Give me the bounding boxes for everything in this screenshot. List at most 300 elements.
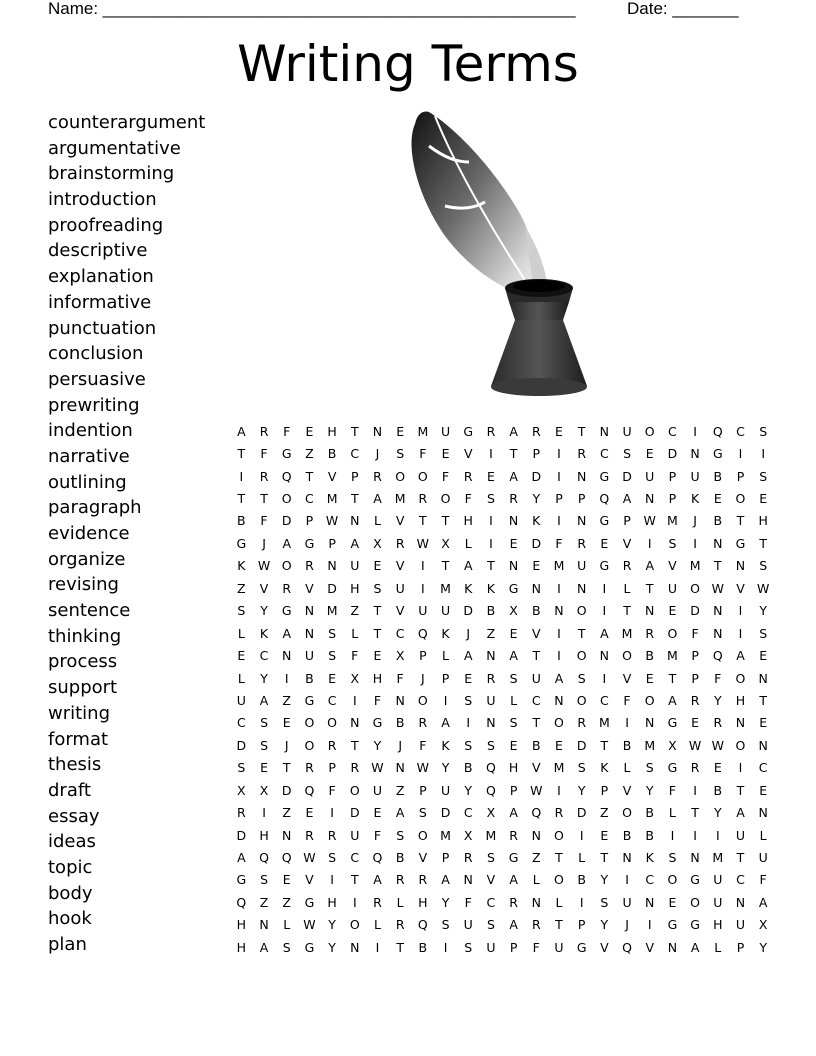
grid-letter: Z (237, 580, 246, 596)
grid-letter: O (554, 827, 564, 843)
grid-letter: M (326, 603, 338, 619)
grid-letter: V (600, 939, 609, 955)
grid-row (230, 824, 775, 846)
grid-letter: B (327, 446, 337, 462)
grid-letter: I (352, 894, 357, 910)
grid-letter: T (600, 737, 609, 753)
grid-letter: H (259, 827, 269, 843)
grid-letter: Q (531, 805, 542, 821)
grid-letter: A (509, 468, 518, 484)
grid-letter: R (282, 580, 292, 596)
grid-letter: O (622, 805, 632, 821)
grid-letter: K (441, 737, 450, 753)
grid-letter: N (758, 670, 768, 686)
grid-letter: A (622, 491, 632, 507)
grid-letter: Y (577, 782, 586, 798)
grid-row (230, 555, 775, 577)
grid-letter: Q (485, 782, 496, 798)
grid-letter: H (508, 760, 519, 776)
grid-letter: Y (759, 939, 767, 955)
grid-letter: K (259, 625, 269, 641)
grid-letter: R (577, 446, 586, 462)
grid-row (230, 667, 775, 689)
grid-letter: O (576, 603, 587, 619)
grid-letter: K (645, 850, 654, 866)
grid-letter: U (735, 827, 746, 843)
grid-letter: I (489, 513, 493, 529)
grid-letter: Z (282, 894, 291, 910)
grid-letter: S (282, 939, 291, 955)
grid-letter: V (532, 760, 541, 776)
grid-letter: E (282, 715, 291, 731)
grid-letter: F (419, 737, 427, 753)
grid-letter: K (237, 558, 246, 574)
grid-letter: E (509, 737, 518, 753)
grid-letter: F (532, 939, 540, 955)
grid-letter: D (236, 827, 247, 843)
grid-letter: R (259, 468, 269, 484)
grid-letter: B (713, 782, 723, 798)
grid-letter: P (419, 648, 427, 664)
grid-letter: R (237, 805, 246, 821)
grid-letter: S (577, 760, 586, 776)
grid-letter: B (645, 648, 654, 664)
grid-letter: E (486, 468, 495, 484)
grid-letter: Z (395, 782, 405, 798)
grid-letter: T (577, 625, 586, 641)
grid-letter: I (239, 468, 244, 484)
grid-letter: R (690, 760, 700, 776)
grid-letter: B (713, 468, 723, 484)
grid-letter: M (667, 513, 678, 529)
grid-letter: T (373, 603, 382, 619)
word-list-item: body (48, 882, 93, 904)
grid-letter: X (441, 535, 450, 551)
grid-letter: D (531, 535, 542, 551)
grid-letter: D (576, 805, 587, 821)
grid-letter: S (509, 715, 518, 731)
grid-letter: G (690, 917, 700, 933)
word-list (48, 110, 205, 958)
grid-letter: I (557, 468, 561, 484)
grid-letter: A (554, 670, 564, 686)
grid-letter: E (373, 648, 382, 664)
grid-letter: Q (236, 894, 247, 910)
grid-letter: L (759, 827, 767, 843)
grid-letter: K (486, 580, 495, 596)
grid-letter: W (371, 760, 384, 776)
word-list-item: conclusion (48, 343, 144, 365)
grid-letter: N (576, 580, 587, 596)
grid-letter: C (668, 423, 677, 439)
grid-letter: C (395, 625, 405, 641)
grid-letter: L (351, 625, 359, 641)
grid-letter: H (713, 917, 723, 933)
grid-letter: V (327, 468, 337, 484)
grid-letter: K (532, 513, 541, 529)
grid-letter: E (509, 535, 518, 551)
grid-letter: R (486, 423, 496, 439)
grid-letter: S (464, 737, 473, 753)
grid-letter: N (554, 692, 564, 708)
grid-letter: I (693, 535, 697, 551)
word-list-item: support (48, 677, 118, 699)
grid-letter: T (350, 491, 359, 507)
grid-letter: E (373, 558, 382, 574)
grid-letter: H (418, 894, 428, 910)
grid-letter: O (417, 827, 428, 843)
word-list-item: topic (48, 856, 93, 878)
grid-letter: E (759, 648, 768, 664)
grid-letter: E (555, 423, 563, 439)
grid-letter: O (304, 737, 315, 753)
grid-letter: P (736, 939, 745, 955)
grid-letter: G (281, 446, 292, 462)
grid-letter: F (373, 692, 382, 708)
grid-letter: O (304, 715, 315, 731)
grid-letter: T (305, 468, 314, 484)
grid-letter: W (303, 850, 316, 866)
grid-letter: B (395, 715, 405, 731)
word-list-item: brainstorming (48, 163, 175, 185)
grid-letter: X (237, 782, 246, 798)
grid-letter: I (647, 535, 652, 551)
grid-letter: U (690, 468, 700, 484)
grid-letter: U (554, 939, 564, 955)
grid-letter: O (735, 737, 746, 753)
grid-letter: S (373, 580, 382, 596)
grid-letter: P (441, 850, 450, 866)
grid-letter: N (599, 423, 610, 439)
grid-letter: M (485, 827, 497, 843)
grid-letter: E (713, 491, 722, 507)
grid-letter: R (463, 850, 473, 866)
grid-letter: R (327, 737, 337, 753)
grid-letter: N (304, 603, 315, 619)
grid-letter: K (600, 760, 609, 776)
grid-letter: G (304, 692, 315, 708)
grid-letter: A (282, 625, 291, 641)
grid-letter: T (532, 715, 541, 731)
grid-letter: A (509, 648, 518, 664)
grid-letter: M (553, 558, 565, 574)
grid-row (230, 846, 775, 868)
grid-letter: T (237, 446, 246, 462)
grid-letter: I (421, 580, 425, 596)
grid-letter: R (418, 491, 428, 507)
grid-letter: Y (441, 760, 450, 776)
grid-letter: S (486, 737, 495, 753)
grid-letter: N (531, 894, 541, 910)
grid-letter: J (693, 513, 697, 529)
grid-letter: E (668, 894, 677, 910)
grid-row (230, 891, 775, 913)
grid-letter: B (486, 603, 496, 619)
grid-letter: I (557, 513, 561, 529)
grid-letter: Y (713, 692, 722, 708)
grid-letter: T (713, 558, 722, 574)
grid-letter: I (352, 692, 357, 708)
grid-letter: I (284, 670, 289, 686)
grid-letter: R (622, 558, 632, 574)
grid-letter: N (599, 648, 610, 664)
grid-letter: B (622, 737, 632, 753)
grid-letter: V (395, 513, 405, 529)
grid-letter: R (509, 894, 518, 910)
grid-letter: R (463, 468, 473, 484)
grid-row (230, 577, 775, 599)
grid-letter: V (668, 558, 677, 574)
grid-letter: F (759, 872, 767, 888)
grid-letter: N (282, 648, 292, 664)
grid-letter: P (419, 782, 427, 798)
grid-letter: N (350, 513, 360, 529)
grid-letter: D (576, 737, 587, 753)
grid-letter: G (599, 468, 610, 484)
grid-letter: W (711, 737, 724, 753)
grid-letter: V (418, 850, 428, 866)
grid-letter: S (328, 648, 337, 664)
grid-letter: N (486, 648, 496, 664)
grid-letter: Q (599, 491, 610, 507)
grid-letter: F (441, 468, 450, 484)
grid-letter: V (395, 603, 405, 619)
grid-letter: Z (350, 603, 360, 619)
grid-letter: A (736, 648, 745, 664)
grid-letter: A (441, 715, 450, 731)
word-list-item: introduction (48, 189, 157, 211)
grid-letter: R (305, 827, 314, 843)
grid-row (230, 465, 775, 487)
grid-letter: E (282, 872, 291, 888)
grid-letter: I (579, 894, 584, 910)
grid-letter: U (372, 782, 383, 798)
grid-letter: O (644, 423, 655, 439)
grid-letter: Y (759, 603, 767, 619)
grid-letter: O (349, 917, 360, 933)
word-list-item: evidence (48, 523, 130, 544)
grid-letter: F (714, 670, 722, 686)
grid-letter: T (237, 491, 246, 507)
grid-letter: I (670, 827, 675, 843)
grid-letter: P (623, 513, 631, 529)
grid-letter: T (487, 558, 495, 574)
grid-letter: I (557, 648, 561, 664)
grid-letter: Q (372, 850, 383, 866)
grid-letter: A (441, 872, 450, 888)
grid-letter: V (532, 625, 541, 641)
grid-letter: R (395, 535, 405, 551)
grid-row (230, 420, 775, 442)
grid-letter: O (554, 872, 564, 888)
grid-letter: S (759, 468, 768, 484)
grid-letter: O (690, 580, 701, 596)
grid-row (230, 936, 775, 958)
grid-letter: U (735, 917, 746, 933)
grid-letter: I (443, 939, 448, 955)
grid-letter: X (463, 827, 473, 843)
grid-letter: N (667, 939, 678, 955)
grid-letter: A (373, 872, 382, 888)
grid-letter: D (463, 603, 474, 619)
grid-letter: E (759, 715, 768, 731)
grid-letter: R (305, 558, 314, 574)
grid-letter: S (328, 850, 337, 866)
grid-letter: N (758, 805, 768, 821)
grid-letter: G (304, 939, 315, 955)
grid-letter: J (375, 446, 380, 462)
word-list-item: organize (48, 548, 126, 570)
word-list-item: narrative (48, 445, 130, 467)
grid-letter: P (577, 491, 586, 507)
grid-letter: A (373, 491, 382, 507)
grid-letter: Y (600, 917, 609, 933)
grid-letter: C (531, 692, 541, 708)
grid-letter: Z (486, 625, 496, 641)
grid-letter: T (668, 670, 677, 686)
grid-letter: U (622, 423, 632, 439)
grid-letter: T (577, 423, 586, 439)
grid-letter: B (645, 827, 654, 843)
grid-letter: T (645, 580, 654, 596)
grid-letter: U (304, 648, 314, 664)
grid-letter: N (327, 558, 337, 574)
grid-letter: T (759, 692, 767, 708)
grid-letter: I (602, 670, 607, 686)
grid-letter: F (555, 535, 563, 551)
grid-letter: R (713, 715, 723, 731)
grid-letter: N (645, 491, 655, 507)
grid-letter: X (486, 805, 496, 821)
grid-letter: C (599, 446, 609, 462)
grid-letter: Q (304, 782, 315, 798)
grid-letter: D (327, 580, 337, 596)
grid-letter: O (735, 491, 746, 507)
grid-row (230, 914, 775, 936)
grid-row (230, 801, 775, 823)
grid-letter: M (598, 715, 610, 731)
grid-letter: F (396, 670, 404, 686)
grid-letter: H (236, 917, 247, 933)
grid-letter: N (758, 737, 768, 753)
grid-letter: S (668, 850, 677, 866)
grid-letter: C (236, 715, 246, 731)
grid-letter: S (396, 827, 405, 843)
grid-letter: T (555, 850, 563, 866)
grid-letter: B (577, 872, 586, 888)
word-list-item: counterargument (48, 112, 206, 133)
grid-letter: V (463, 446, 473, 462)
word-list-item: essay (48, 805, 100, 827)
grid-letter: C (645, 872, 655, 888)
grid-letter: A (600, 625, 609, 641)
grid-letter: A (758, 894, 768, 910)
grid-letter: W (756, 580, 770, 596)
grid-letter: M (712, 850, 724, 866)
grid-row (230, 600, 775, 622)
grid-letter: I (647, 917, 652, 933)
grid-letter: T (736, 782, 745, 798)
grid-letter: U (395, 580, 405, 596)
grid-letter: A (259, 939, 269, 955)
grid-letter: B (395, 850, 405, 866)
grid-letter: P (668, 468, 677, 484)
word-search-grid (230, 420, 775, 959)
grid-letter: B (713, 513, 723, 529)
grid-letter: S (623, 446, 631, 462)
grid-letter: G (281, 603, 292, 619)
grid-letter: U (486, 939, 496, 955)
grid-letter: S (759, 423, 768, 439)
grid-letter: E (373, 805, 382, 821)
grid-letter: N (372, 423, 383, 439)
grid-letter: G (690, 872, 700, 888)
grid-letter: S (260, 872, 268, 888)
grid-row (230, 532, 775, 554)
grid-letter: K (441, 625, 450, 641)
grid-letter: N (735, 715, 746, 731)
grid-letter: S (577, 670, 586, 686)
grid-letter: H (463, 513, 473, 529)
grid-letter: Y (328, 939, 336, 955)
grid-letter: F (464, 491, 472, 507)
grid-letter: N (713, 625, 723, 641)
grid-letter: Q (712, 423, 723, 439)
grid-row (230, 689, 775, 711)
grid-letter: U (440, 782, 451, 798)
grid-letter: E (645, 446, 654, 462)
grid-letter: O (690, 894, 701, 910)
grid-letter: M (440, 580, 451, 596)
grid-letter: T (350, 737, 359, 753)
grid-letter: S (486, 850, 495, 866)
grid-letter: O (281, 491, 292, 507)
grid-letter: T (691, 805, 699, 821)
grid-letter: B (305, 670, 314, 686)
grid-letter: U (758, 850, 768, 866)
grid-letter: I (625, 715, 629, 731)
grid-letter: D (667, 446, 678, 462)
grid-letter: U (645, 468, 655, 484)
grid-letter: G (667, 917, 678, 933)
grid-letter: J (284, 737, 289, 753)
word-list-item: thinking (48, 625, 122, 647)
grid-letter: R (531, 423, 541, 439)
grid-letter: C (736, 423, 745, 439)
grid-letter: D (281, 782, 292, 798)
grid-letter: D (690, 603, 700, 619)
grid-letter: I (262, 805, 266, 821)
grid-letter: H (735, 692, 746, 708)
grid-letter: Q (712, 648, 723, 664)
grid-letter: N (645, 715, 655, 731)
grid-letter: D (622, 468, 632, 484)
grid-letter: O (281, 558, 292, 574)
grid-letter: S (464, 939, 473, 955)
grid-letter: Z (600, 805, 609, 821)
grid-letter: I (330, 805, 334, 821)
grid-letter: T (509, 446, 518, 462)
grid-letter: A (259, 692, 269, 708)
grid-letter: B (463, 760, 473, 776)
grid-letter: C (259, 648, 269, 664)
grid-letter: O (417, 468, 428, 484)
grid-letter: E (464, 670, 473, 686)
grid-letter: U (350, 827, 360, 843)
grid-letter: B (237, 513, 246, 529)
grid-letter: H (758, 513, 768, 529)
grid-letter: N (713, 603, 723, 619)
